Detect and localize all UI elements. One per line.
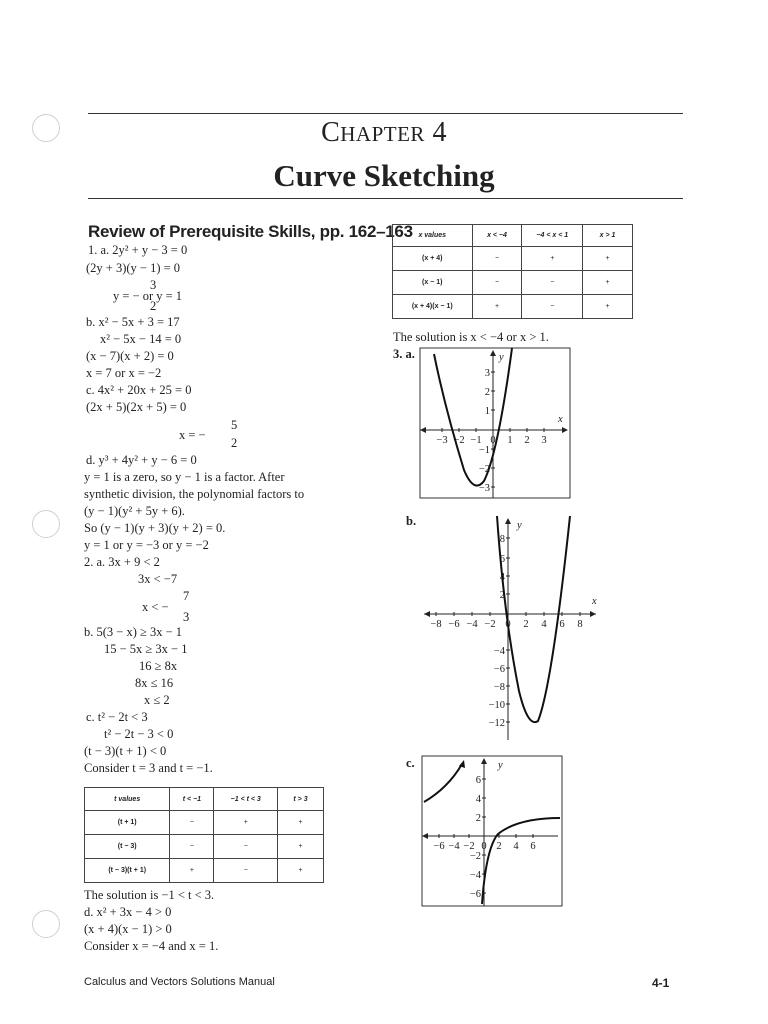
- table-t-cell: (t − 3)(t + 1): [85, 859, 170, 883]
- solution-line: 7: [183, 589, 190, 603]
- x-tick-label: 3: [541, 435, 547, 446]
- table-t-cell: +: [214, 811, 278, 835]
- x-tick-label: 0: [481, 841, 487, 852]
- chapter-prefix-small: HAPTER: [340, 122, 425, 146]
- y-tick-label: −4: [469, 870, 481, 881]
- x-tick-label: 4: [513, 841, 519, 852]
- solution-line: 3: [150, 278, 157, 292]
- x-tick-label: 0: [490, 435, 496, 446]
- table-t-cell: (t + 1): [85, 811, 170, 835]
- solution-line: b. 5(3 − x) ≥ 3x − 1: [84, 625, 183, 639]
- x-tick-label: 2: [523, 619, 529, 630]
- parabola-curve: [434, 348, 512, 486]
- table-t-header: t > 3: [278, 788, 324, 811]
- table-x-cell: (x + 4)(x − 1): [393, 295, 473, 319]
- table-x-cell: +: [583, 295, 633, 319]
- y-axis-arrow: [481, 758, 487, 764]
- x-tick-label: −1: [470, 435, 482, 446]
- graph-3b: [424, 516, 600, 740]
- solution-line: (x − 7)(x + 2) = 0: [86, 349, 174, 363]
- x-tick-label: −8: [430, 619, 442, 630]
- table-t-cell: (t − 3): [85, 835, 170, 859]
- y-tick-label: −2: [478, 464, 490, 475]
- y-tick-label: −8: [493, 682, 505, 693]
- table-x-header: −4 < x < 1: [522, 225, 583, 247]
- curve-right-branch: [482, 818, 560, 904]
- table-x-cell: −: [472, 271, 522, 295]
- x-tick-label: 6: [559, 619, 565, 630]
- table-t-cell: −: [214, 835, 278, 859]
- table-t-header: t < −1: [170, 788, 214, 811]
- label-3b: b.: [406, 514, 417, 528]
- graph-3c: [422, 756, 562, 906]
- solution-line: c. t² − 2t < 3: [86, 710, 148, 724]
- y-tick-label: −3: [478, 483, 490, 494]
- curve-left-branch: [424, 764, 462, 802]
- table-x-cell: +: [583, 271, 633, 295]
- solution-line: 3x < −7: [138, 572, 178, 586]
- x-tick-label: 4: [541, 619, 547, 630]
- solution-line: c. 4x² + 20x + 25 = 0: [86, 383, 192, 397]
- solution-line: synthetic division, the polynomial factors to: [84, 487, 305, 501]
- solution-line: 2. a. 3x + 9 < 2: [84, 555, 160, 569]
- y-tick-label: −6: [469, 889, 481, 900]
- y-tick-label: −6: [493, 664, 505, 675]
- table-x-cell: (x − 1): [393, 271, 473, 295]
- x-axis-arrow-left: [424, 611, 430, 617]
- y-tick-label: 6: [499, 554, 505, 565]
- solution-line: (y − 1)(y² + 5y + 6).: [84, 504, 185, 518]
- table-t-cell: +: [278, 859, 324, 883]
- table-t-cell: +: [278, 835, 324, 859]
- x-tick-label: −6: [433, 841, 445, 852]
- x-axis-arrow-left: [420, 427, 426, 433]
- table-x-cell: −: [522, 271, 583, 295]
- solution-line: (x + 4)(x − 1) > 0: [84, 922, 172, 936]
- table-t-cell: +: [170, 859, 214, 883]
- solution-line: (t − 3)(t + 1) < 0: [84, 744, 167, 758]
- solution-line: Consider x = −4 and x = 1.: [84, 939, 219, 953]
- y-tick-label: 2: [484, 387, 490, 398]
- x-tick-label: 8: [577, 619, 583, 630]
- x-axis-arrow-left: [422, 833, 428, 839]
- table-t-cell: −: [170, 811, 214, 835]
- table-x-header: x values: [393, 225, 473, 247]
- label-3a: 3. a.: [393, 347, 415, 361]
- solution-line: Consider t = 3 and t = −1.: [84, 761, 213, 775]
- x-tick-label: −2: [484, 619, 496, 630]
- x-tick-label: 0: [505, 619, 511, 630]
- solution-line: d. y³ + 4y² + y − 6 = 0: [86, 453, 197, 467]
- graph-frame: [422, 756, 562, 906]
- solution-line: 15 − 5x ≥ 3x − 1: [104, 642, 188, 656]
- punch-hole-bottom: [32, 910, 60, 938]
- table-x-header: x < −4: [472, 225, 522, 247]
- solution-line: (2x + 5)(2x + 5) = 0: [86, 400, 187, 414]
- y-axis-label: y: [517, 520, 522, 531]
- table-t-header: −1 < t < 3: [214, 788, 278, 811]
- solution-line: So (y − 1)(y + 3)(y + 2) = 0.: [84, 521, 226, 535]
- y-tick-label: 2: [499, 590, 505, 601]
- chapter-title: Curve Sketching: [273, 158, 495, 193]
- y-tick-label: −2: [469, 851, 481, 862]
- table-x-cell: (x + 4): [393, 247, 473, 271]
- table-x-cell: +: [522, 247, 583, 271]
- solution-line: x = −: [179, 428, 206, 442]
- chapter-number: 4: [432, 117, 447, 148]
- solution-x-text: The solution is x < −4 or x > 1.: [393, 330, 549, 344]
- x-tick-label: 2: [524, 435, 530, 446]
- top-rule: [88, 113, 683, 114]
- y-tick-label: 4: [475, 794, 481, 805]
- section-title: Review of Prerequisite Skills, pp. 162–163: [88, 222, 413, 241]
- solution-line: 1. a. 2y² + y − 3 = 0: [88, 243, 188, 257]
- label-3c: c.: [406, 756, 415, 770]
- table-x-cell: −: [472, 247, 522, 271]
- x-tick-label: −4: [466, 619, 478, 630]
- page-number: 4-1: [652, 976, 670, 990]
- graph-frame: [420, 348, 570, 498]
- chapter-heading: [0, 116, 768, 151]
- solution-line: y = 1 is a zero, so y − 1 is a factor. After: [84, 470, 285, 484]
- x-tick-label: −4: [448, 841, 460, 852]
- x-tick-label: −2: [453, 435, 465, 446]
- title-rule: [88, 198, 683, 199]
- x-tick-label: −3: [436, 435, 448, 446]
- solution-line: y = 1 or y = −3 or y = −2: [84, 538, 209, 552]
- y-tick-label: −10: [488, 700, 505, 711]
- table-x-cell: +: [472, 295, 522, 319]
- punch-hole-middle: [32, 510, 60, 538]
- table-t-cell: −: [170, 835, 214, 859]
- solution-line: t² − 2t − 3 < 0: [104, 727, 174, 741]
- x-axis-arrow: [590, 611, 596, 617]
- solution-line: 2: [150, 299, 157, 313]
- x-tick-label: 6: [530, 841, 536, 852]
- solution-line: y = − or y = 1: [113, 289, 183, 303]
- table-x-cell: +: [583, 247, 633, 271]
- y-tick-label: 3: [484, 368, 490, 379]
- graph-3a: [420, 348, 570, 498]
- x-axis-label: x: [592, 596, 597, 607]
- x-tick-label: 1: [507, 435, 513, 446]
- y-tick-label: −4: [493, 646, 505, 657]
- footer-title: Calculus and Vectors Solutions Manual: [84, 976, 275, 988]
- y-axis-arrow: [505, 518, 511, 524]
- solution-line: x² − 5x − 14 = 0: [100, 332, 182, 346]
- sign-table-x: [392, 224, 633, 319]
- x-axis-arrow: [562, 427, 568, 433]
- solution-line: x ≤ 2: [144, 693, 170, 707]
- y-tick-label: 1: [484, 406, 490, 417]
- y-tick-label: 4: [499, 572, 505, 583]
- y-axis-label: y: [499, 352, 504, 363]
- table-t-header: t values: [85, 788, 170, 811]
- table-x-header: x > 1: [583, 225, 633, 247]
- chapter-prefix-big: C: [321, 117, 341, 148]
- table-x-cell: −: [522, 295, 583, 319]
- solution-line: x = 7 or x = −2: [86, 366, 162, 380]
- solution-line: (2y + 3)(y − 1) = 0: [86, 261, 181, 275]
- solution-line: b. x² − 5x + 3 = 17: [86, 315, 180, 329]
- table-t-cell: +: [278, 811, 324, 835]
- solution-line: x < −: [142, 600, 169, 614]
- solution-line: 3: [183, 610, 190, 624]
- table-t-cell: −: [214, 859, 278, 883]
- solution-line: The solution is −1 < t < 3.: [84, 888, 215, 902]
- y-axis-arrow: [490, 350, 496, 356]
- x-tick-label: 2: [496, 841, 502, 852]
- x-tick-label: −2: [463, 841, 475, 852]
- x-tick-label: −6: [448, 619, 460, 630]
- y-axis-label: y: [498, 760, 503, 771]
- solution-line: d. x² + 3x − 4 > 0: [84, 905, 172, 919]
- sign-table-t: [84, 787, 324, 883]
- y-tick-label: 2: [475, 813, 481, 824]
- y-tick-label: −12: [488, 718, 505, 729]
- solution-line: 16 ≥ 8x: [139, 659, 178, 673]
- solution-line: 8x ≤ 16: [135, 676, 174, 690]
- y-tick-label: 6: [475, 775, 481, 786]
- solution-line: 2: [231, 436, 238, 450]
- x-axis-label: x: [558, 414, 563, 425]
- y-tick-label: −1: [478, 445, 490, 456]
- solution-line: 5: [231, 418, 238, 432]
- y-tick-label: 8: [499, 534, 505, 545]
